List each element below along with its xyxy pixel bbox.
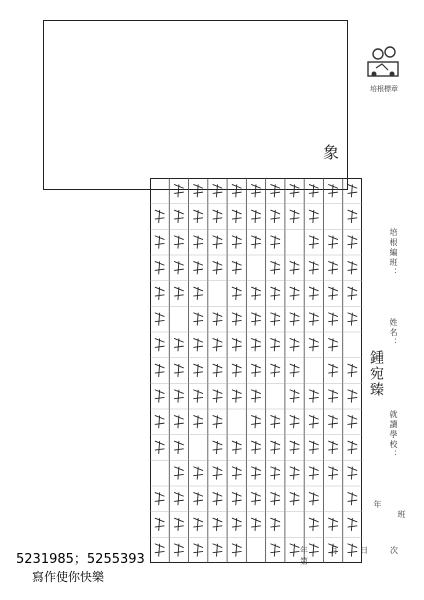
handwritten-character	[155, 287, 165, 300]
handwritten-character	[251, 338, 261, 351]
logo-label: 培根標章	[370, 85, 398, 93]
handwritten-character	[290, 441, 300, 454]
handwritten-character	[174, 390, 184, 403]
handwritten-character	[232, 210, 242, 223]
handwritten-character	[270, 236, 280, 249]
handwritten-character	[309, 467, 319, 480]
handwritten-character	[251, 364, 261, 377]
handwritten-character	[290, 467, 300, 480]
handwritten-character	[309, 492, 319, 505]
grade-label: 年	[373, 500, 382, 510]
handwritten-character	[270, 415, 280, 428]
handwritten-character	[328, 467, 338, 480]
handwritten-character	[232, 364, 242, 377]
handwritten-character	[328, 287, 338, 300]
handwritten-character	[174, 210, 184, 223]
handwritten-character	[174, 338, 184, 351]
handwritten-character	[174, 492, 184, 505]
handwritten-character	[232, 441, 242, 454]
handwritten-character	[290, 287, 300, 300]
handwritten-character	[232, 518, 242, 531]
handwritten-character	[193, 184, 203, 197]
handwritten-character	[193, 313, 203, 326]
handwritten-character	[309, 338, 319, 351]
handwritten-character	[193, 467, 203, 480]
handwritten-character	[348, 210, 358, 223]
handwritten-character	[174, 184, 184, 197]
handwritten-character	[348, 390, 358, 403]
handwritten-character	[174, 518, 184, 531]
handwritten-character	[348, 415, 358, 428]
handwritten-character	[270, 313, 280, 326]
handwritten-character	[232, 338, 242, 351]
handwritten-character	[309, 518, 319, 531]
handwritten-character	[309, 287, 319, 300]
date-month-label: 月	[330, 546, 338, 555]
handwritten-character	[251, 184, 261, 197]
handwritten-character	[270, 492, 280, 505]
handwritten-character	[174, 261, 184, 274]
mascot-logo-icon	[362, 40, 404, 80]
handwritten-character	[155, 441, 165, 454]
handwritten-character	[155, 492, 165, 505]
handwritten-character	[174, 441, 184, 454]
handwritten-character	[174, 415, 184, 428]
handwritten-character	[328, 236, 338, 249]
handwritten-character	[155, 518, 165, 531]
date-line	[300, 545, 420, 565]
handwritten-character	[348, 261, 358, 274]
handwritten-character	[213, 467, 223, 480]
handwritten-character	[270, 364, 280, 377]
handwritten-character	[174, 467, 184, 480]
handwritten-character	[155, 415, 165, 428]
handwritten-character	[348, 441, 358, 454]
handwritten-character	[328, 184, 338, 197]
handwritten-character	[270, 518, 280, 531]
handwritten-character	[328, 518, 338, 531]
handwritten-character	[328, 364, 338, 377]
handwritten-character	[348, 236, 358, 249]
handwritten-character	[290, 210, 300, 223]
handwritten-character	[193, 518, 203, 531]
handwritten-character	[251, 390, 261, 403]
handwritten-character	[193, 210, 203, 223]
handwritten-character	[251, 518, 261, 531]
handwritten-character	[155, 390, 165, 403]
handwritten-character	[213, 184, 223, 197]
handwritten-character	[251, 415, 261, 428]
handwritten-character	[309, 415, 319, 428]
handwritten-character	[290, 313, 300, 326]
handwritten-character	[193, 364, 203, 377]
handwritten-character	[232, 236, 242, 249]
handwritten-character	[213, 338, 223, 351]
handwritten-character	[213, 518, 223, 531]
handwritten-character	[193, 415, 203, 428]
handwritten-character	[155, 210, 165, 223]
handwritten-character	[328, 390, 338, 403]
handwritten-character	[309, 236, 319, 249]
handwritten-character	[348, 467, 358, 480]
handwritten-character	[309, 210, 319, 223]
date-page-label: 第	[300, 557, 308, 566]
handwritten-character	[213, 492, 223, 505]
handwritten-character	[348, 492, 358, 505]
handwritten-character	[290, 184, 300, 197]
handwritten-character	[328, 415, 338, 428]
handwritten-character	[251, 441, 261, 454]
handwritten-character	[348, 184, 358, 197]
handwritten-character	[270, 261, 280, 274]
teacher-label: 培根編班：	[389, 228, 398, 278]
date-day-label: 日	[360, 546, 368, 555]
handwritten-character	[290, 338, 300, 351]
handwritten-character	[213, 236, 223, 249]
handwritten-character	[174, 236, 184, 249]
teacher-comment-box	[43, 20, 348, 190]
footer-slogan: 寫作使你快樂	[32, 570, 105, 584]
handwritten-character	[232, 544, 242, 557]
handwritten-character	[174, 287, 184, 300]
handwritten-character	[290, 364, 300, 377]
handwritten-character	[251, 467, 261, 480]
handwritten-character	[309, 313, 319, 326]
handwritten-character	[155, 364, 165, 377]
handwritten-character	[174, 544, 184, 557]
handwritten-character	[348, 287, 358, 300]
name-label: 姓名：	[389, 318, 398, 348]
handwritten-character	[309, 390, 319, 403]
handwritten-character	[232, 390, 242, 403]
handwritten-character	[213, 364, 223, 377]
handwritten-character	[155, 261, 165, 274]
student-name: 鍾宛臻	[368, 350, 384, 398]
handwritten-character	[309, 441, 319, 454]
handwritten-character	[328, 338, 338, 351]
handwritten-character	[270, 210, 280, 223]
handwritten-character	[213, 313, 223, 326]
footer-codes: 5231985；5255393	[16, 552, 145, 567]
handwritten-character	[193, 544, 203, 557]
handwritten-character	[348, 313, 358, 326]
handwritten-character	[155, 313, 165, 326]
handwritten-character	[213, 544, 223, 557]
essay-writing-grid	[150, 178, 362, 563]
handwritten-character	[251, 313, 261, 326]
handwritten-character	[232, 492, 242, 505]
handwritten-character	[193, 390, 203, 403]
handwritten-character	[290, 544, 300, 557]
handwritten-character	[251, 236, 261, 249]
handwritten-character	[193, 236, 203, 249]
handwritten-character	[251, 287, 261, 300]
date-seq-label: 次	[390, 546, 398, 555]
handwritten-character	[232, 184, 242, 197]
handwritten-character	[213, 441, 223, 454]
handwritten-character	[270, 467, 280, 480]
handwritten-character	[155, 236, 165, 249]
handwritten-character	[232, 467, 242, 480]
handwritten-character	[290, 261, 300, 274]
handwritten-character	[348, 518, 358, 531]
handwritten-character	[348, 364, 358, 377]
handwritten-character	[270, 544, 280, 557]
handwritten-character	[193, 338, 203, 351]
handwritten-character	[232, 313, 242, 326]
handwritten-character	[174, 364, 184, 377]
handwritten-character	[270, 441, 280, 454]
handwritten-character	[193, 287, 203, 300]
handwritten-character	[213, 390, 223, 403]
handwritten-character	[155, 338, 165, 351]
handwritten-character	[309, 184, 319, 197]
handwritten-character	[328, 261, 338, 274]
handwritten-character	[213, 415, 223, 428]
handwritten-character	[328, 441, 338, 454]
comment-text: 象	[323, 143, 340, 162]
handwritten-character	[309, 261, 319, 274]
handwritten-character	[270, 338, 280, 351]
handwritten-character	[193, 492, 203, 505]
class-label: 班	[397, 510, 406, 520]
school-label: 就讀學校：	[389, 410, 398, 460]
handwritten-character	[290, 415, 300, 428]
handwritten-character	[290, 390, 300, 403]
date-year-label: 年	[300, 546, 308, 555]
handwritten-character	[193, 261, 203, 274]
handwritten-character	[270, 287, 280, 300]
handwritten-character	[251, 210, 261, 223]
handwritten-character	[213, 210, 223, 223]
handwritten-character	[290, 492, 300, 505]
handwritten-character	[328, 313, 338, 326]
handwritten-character	[232, 287, 242, 300]
handwritten-character	[251, 492, 261, 505]
handwritten-character	[213, 261, 223, 274]
handwritten-character	[155, 544, 165, 557]
handwritten-character	[270, 184, 280, 197]
handwritten-character	[232, 261, 242, 274]
